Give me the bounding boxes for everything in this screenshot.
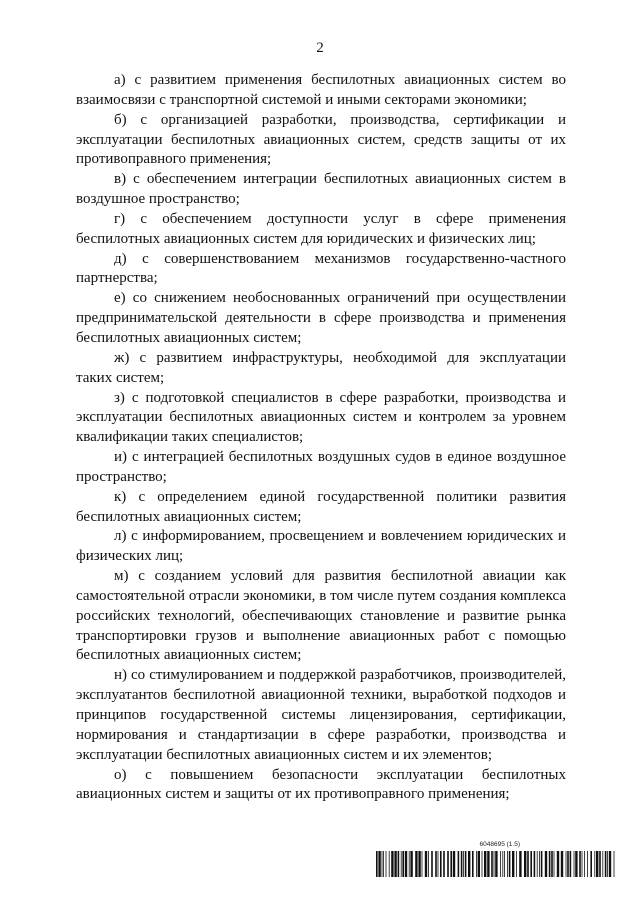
page-number: 2 <box>316 40 324 56</box>
paragraph-l: л) с информированием, просвещением и вовлечением юридических и физических лиц; <box>76 528 566 565</box>
paragraph-g: г) с обеспечением доступности услуг в сфере применения беспилотных авиационных систем для юридических и физических лиц; <box>76 210 566 247</box>
paragraph-k: к) с определением единой государственной политики развития беспилотных авиационных систем; <box>76 488 566 525</box>
page-footer <box>376 840 616 877</box>
document-body <box>76 71 566 805</box>
paragraph-z: з) с подготовкой специалистов в сфере разработки, производства и эксплуатации беспилотных авиационных систем и контролем за уровнем квалификации таких специалистов; <box>76 389 566 446</box>
paragraph-n: н) со стимулированием и поддержкой разработчиков, производителей, эксплуатантов беспилотной авиационной техники, выработкой подходов и принципов государственной системы лицензирования, сертификации, нормирования и стандартизации в сфере разработки, производства и эксплуатации беспилотных авиационных систем и их элементов; <box>76 667 566 763</box>
document-id: 6048695 (1.5) <box>479 841 520 848</box>
paragraph-a: а) с развитием применения беспилотных авиационных систем во взаимосвязи с транспортной системой и иными секторами экономики; <box>76 72 566 108</box>
paragraph-e: е) со снижением необоснованных ограничений при осуществлении предпринимательской деятельности в сфере производства и применения беспилотных авиационных систем; <box>76 290 566 346</box>
paragraph-v: в) с обеспечением интеграции беспилотных авиационных систем в воздушное пространство; <box>76 171 566 208</box>
paragraph-d: д) с совершенствованием механизмов государственно-частного партнерства; <box>76 250 566 287</box>
paragraph-b: б) с организацией разработки, производства, сертификации и эксплуатации беспилотных авиационных систем, средств защиты от их противоправного применения; <box>76 111 566 168</box>
paragraph-m: м) с созданием условий для развития беспилотной авиации как самостоятельной отрасли экономики, в том числе путем создания комплекса российских технологий, обеспечивающих становление и развитие рынка транспортировки грузов и выполнение авиационных работ с помощью беспилотных авиационных систем; <box>76 568 566 664</box>
paragraph-zh: ж) с развитием инфраструктуры, необходимой для эксплуатации таких систем; <box>76 349 566 386</box>
paragraph-o: о) с повышением безопасности эксплуатации беспилотных авиационных систем и защиты от их противоправного применения; <box>76 766 566 803</box>
barcode-image <box>376 851 616 877</box>
paragraph-i: и) с интеграцией беспилотных воздушных судов в единое воздушное пространство; <box>76 449 566 485</box>
